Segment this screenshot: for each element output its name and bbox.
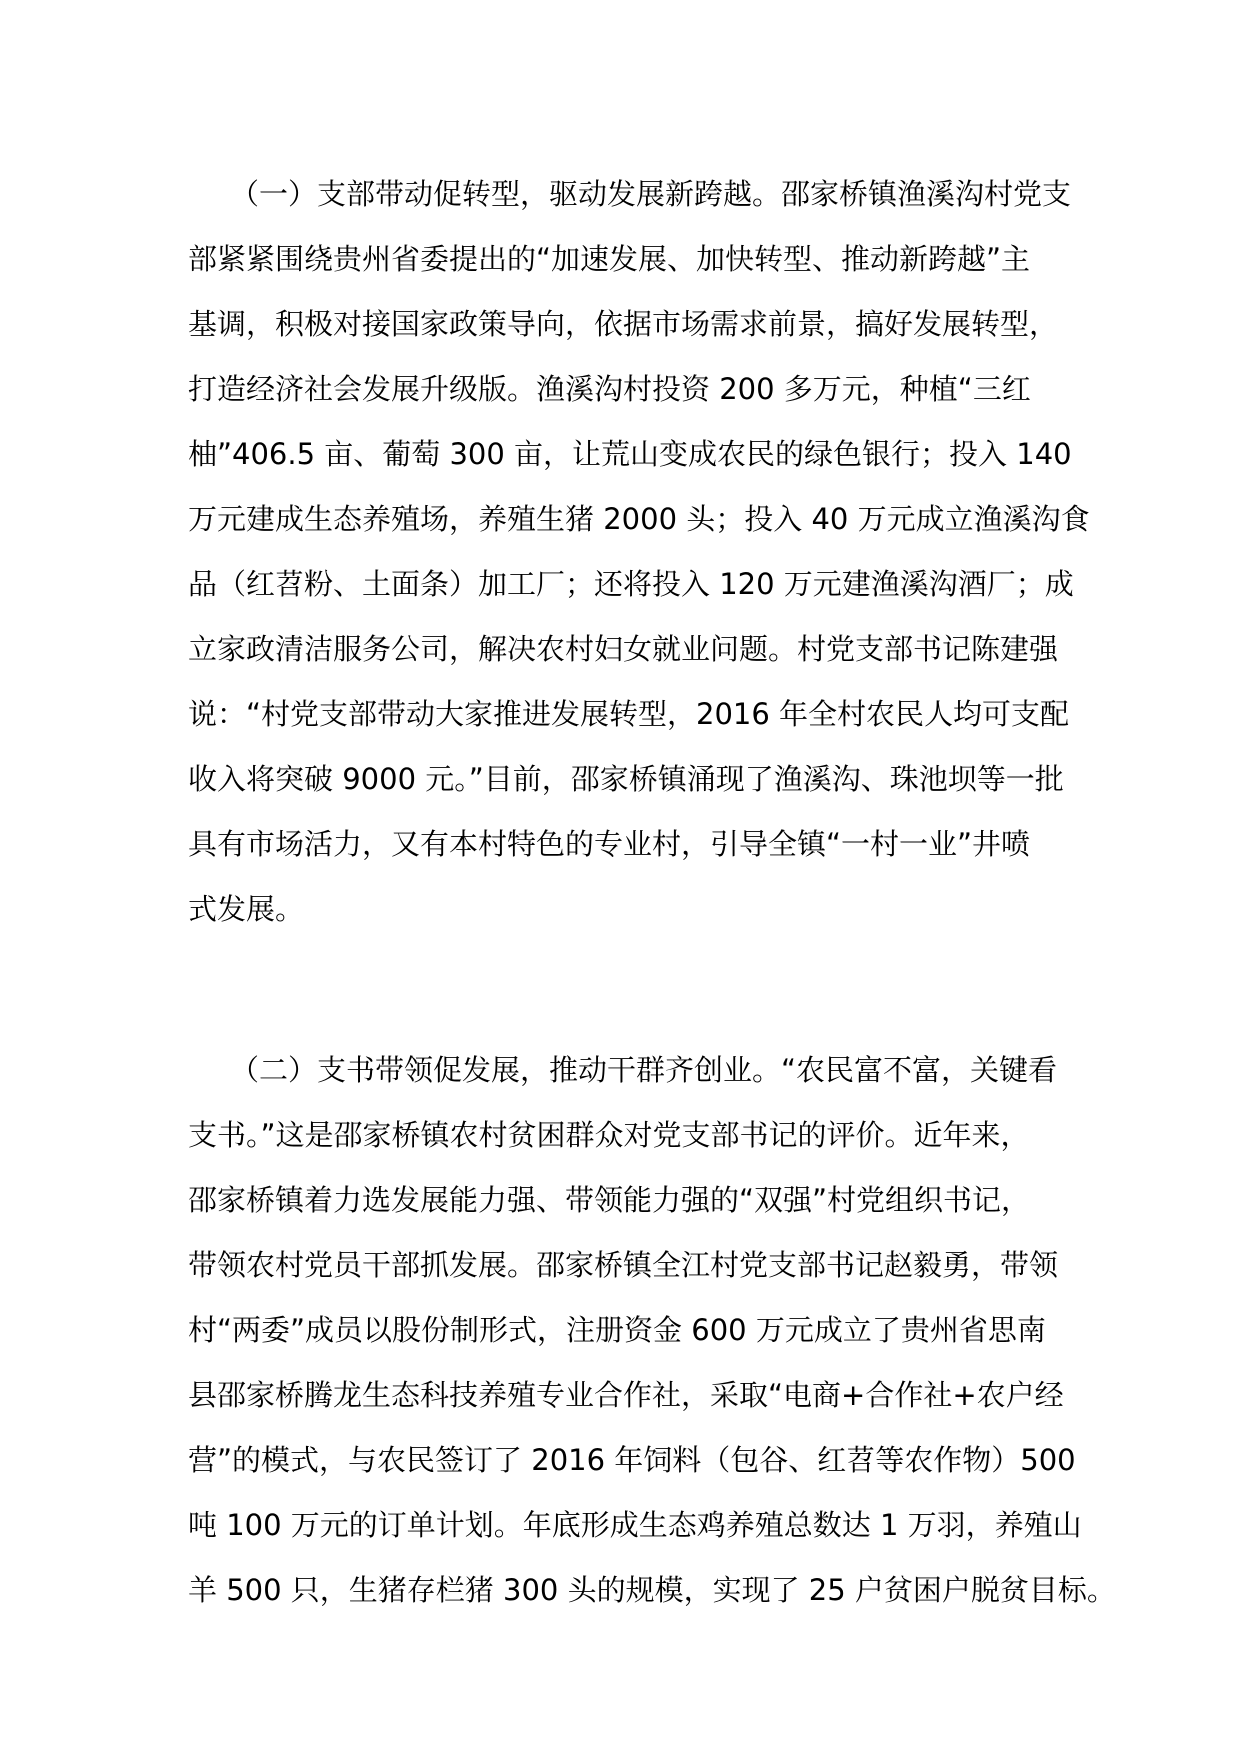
paragraph-line: 基调，积极对接国家政策导向，依据市场需求前景，搞好发展转型，: [188, 307, 1059, 341]
paragraph-line: 邵家桥镇着力选发展能力强、带领能力强的“双强”村党组织书记，: [188, 1183, 1031, 1217]
paragraph-line: 支书。”这是邵家桥镇农村贫困群众对党支部书记的评价。近年来，: [188, 1118, 1030, 1152]
paragraph-line: 带领农村党员干部抓发展。邵家桥镇全江村党支部书记赵毅勇，带领: [188, 1248, 1059, 1282]
paragraph-line: 式发展。: [188, 892, 305, 926]
paragraph-2: [188, 1038, 1116, 1623]
paragraph-line: 万元建成生态养殖场，养殖生猪 2000 头；投入 40 万元成立渔溪沟食: [188, 502, 1090, 536]
paragraph-line: 柚”406.5 亩、葡萄 300 亩，让荒山变成农民的绿色银行；投入 140: [188, 437, 1072, 471]
paragraph-line: 羊 500 只，生猪存栏猪 300 头的规模，实现了 25 户贫困户脱贫目标。: [188, 1573, 1116, 1607]
paragraph-line: 县邵家桥腾龙生态科技养殖专业合作社，采取“电商+合作社+农户经: [188, 1378, 1064, 1412]
paragraph-line: 收入将突破 9000 元。”目前，邵家桥镇涌现了渔溪沟、珠池坝等一批: [188, 762, 1064, 796]
paragraph-line: 立家政清洁服务公司，解决农村妇女就业问题。村党支部书记陈建强: [188, 632, 1059, 666]
paragraph-line: 说：“村党支部带动大家推进发展转型，2016 年全村农民人均可支配: [188, 697, 1070, 731]
paragraph-line: 吨 100 万元的订单计划。年底形成生态鸡养殖总数达 1 万羽，养殖山: [188, 1508, 1082, 1542]
paragraph-line: 营”的模式，与农民签订了 2016 年饲料（包谷、红苕等农作物）500: [188, 1443, 1076, 1477]
document-page: [188, 162, 1116, 1623]
paragraph-line: 具有市场活力，又有本村特色的专业村，引导全镇“一村一业”井喷: [188, 827, 1031, 861]
paragraph-line: （二）支书带领促发展，推动干群齐创业。“农民富不富，关键看: [230, 1053, 1058, 1087]
paragraph-line: （一）支部带动促转型，驱动发展新跨越。邵家桥镇渔溪沟村党支: [230, 177, 1072, 211]
paragraph-line: 部紧紧围绕贵州省委提出的“加速发展、加快转型、推动新跨越”主: [188, 242, 1031, 276]
paragraph-line: 品（红苕粉、土面条）加工厂；还将投入 120 万元建渔溪沟酒厂；成: [188, 567, 1074, 601]
paragraph-line: 打造经济社会发展升级版。渔溪沟村投资 200 多万元，种植“三红: [188, 372, 1031, 406]
paragraph-line: 村“两委”成员以股份制形式，注册资金 600 万元成立了贵州省思南: [188, 1313, 1046, 1347]
paragraph-spacing: [188, 942, 1058, 1038]
paragraph-1: [188, 162, 1090, 942]
